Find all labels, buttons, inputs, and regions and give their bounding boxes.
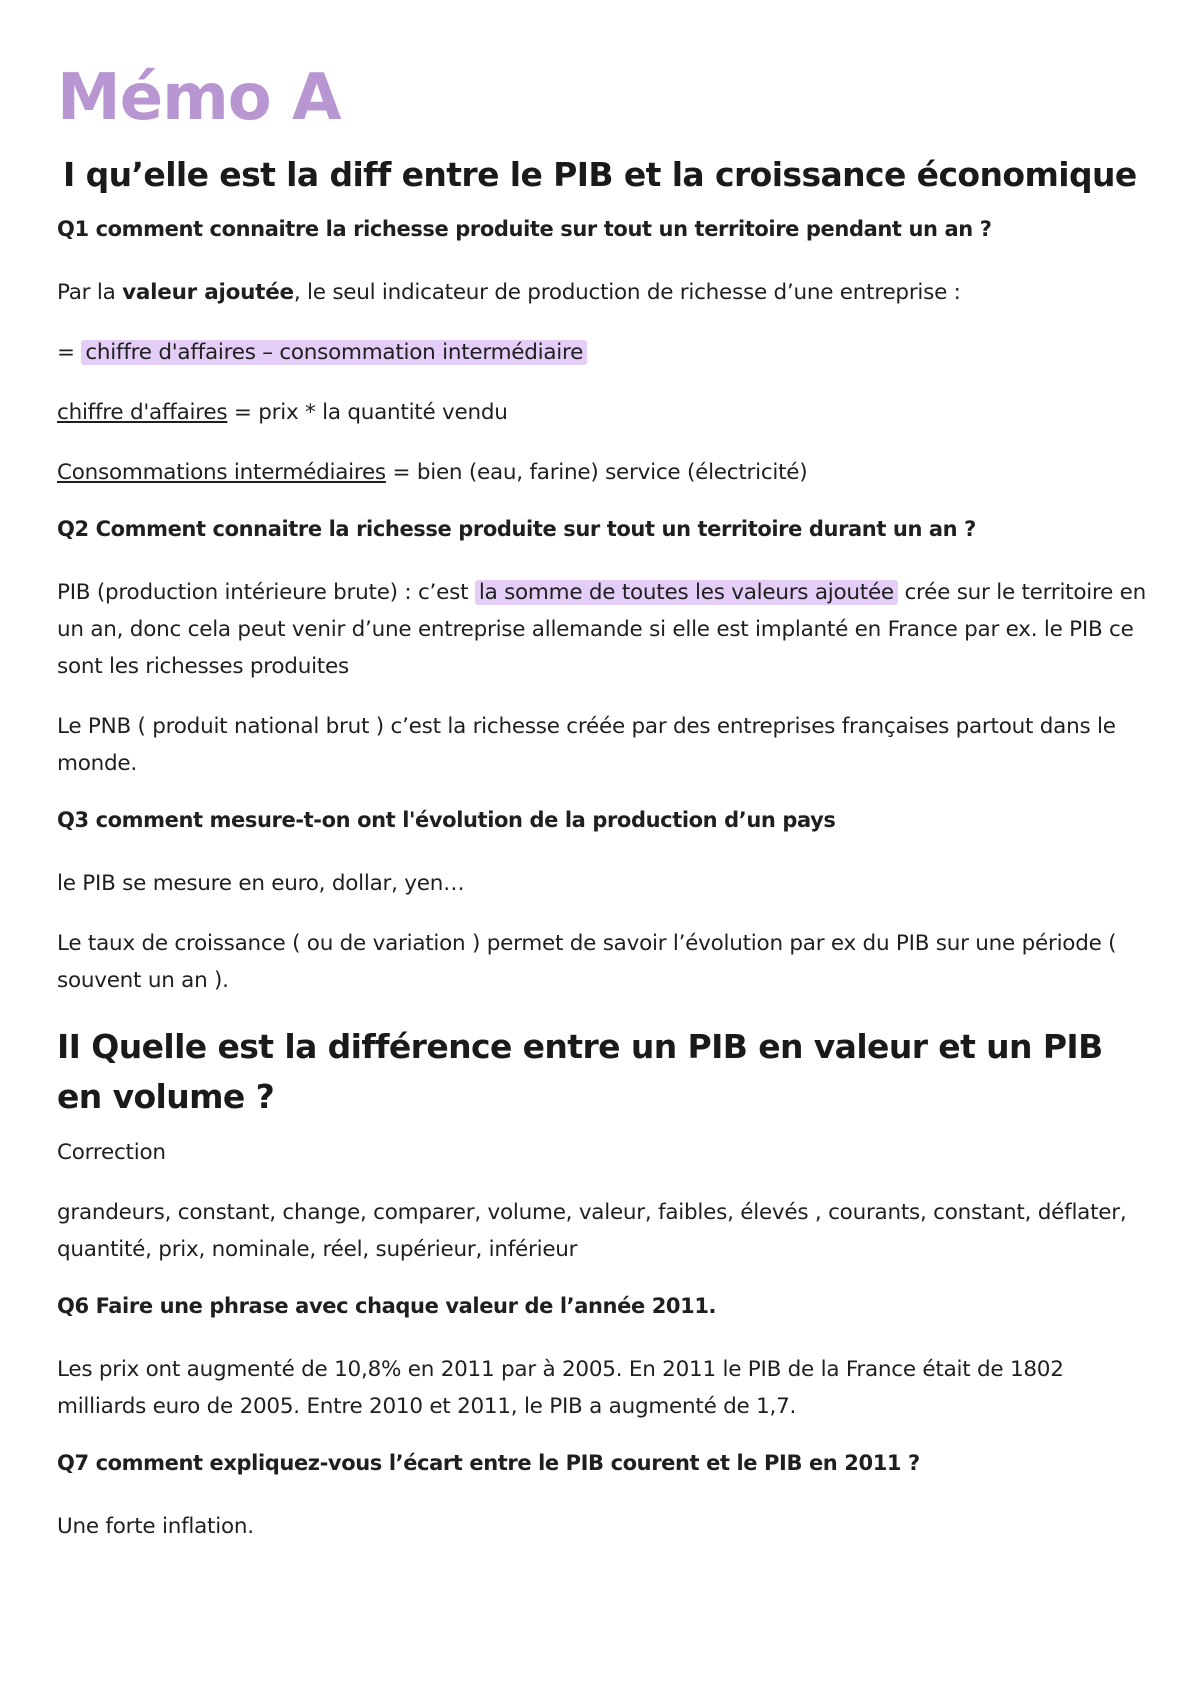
definition-chiffre-affaires [57, 394, 1152, 431]
question-q3: Q3 comment mesure-t-on ont l'évolution de la production d’un pays [57, 808, 836, 832]
section-1-heading: I qu’elle est la diff entre le PIB et la croissance économique [63, 155, 1137, 194]
underlined-term-chiffre-affaires: chiffre d'affaires [57, 400, 228, 425]
highlight-somme-valeurs: la somme de toutes les valeurs ajoutée [475, 580, 898, 605]
paragraph-word-list: grandeurs, constant, change, comparer, volume, valeur, faibles, élevés , courants, constant, déflater, quantité, prix, nominale, réel, supérieur, inférieur [57, 1200, 1127, 1262]
formula-equals: = [57, 340, 82, 365]
question-q6: Q6 Faire une phrase avec chaque valeur de l’année 2011. [57, 1294, 717, 1318]
bold-term-valeur-ajoutee: valeur ajoutée [122, 280, 294, 305]
question-q1: Q1 comment connaitre la richesse produite sur tout un territoire pendant un an ? [57, 217, 992, 241]
definition-consommations-intermediaires [57, 454, 1152, 491]
highlight-formula: chiffre d'affaires – consommation intermédiaire [81, 340, 587, 365]
paragraph-mesure: le PIB se mesure en euro, dollar, yen… [57, 871, 465, 896]
section-2-heading: II Quelle est la différence entre un PIB en valeur et un PIB en volume ? [57, 1027, 1103, 1116]
paragraph-taux-croissance: Le taux de croissance ( ou de variation ) permet de savoir l’évolution par ex du PIB sur une période ( souvent un an ). [57, 931, 1117, 993]
text-run: = prix * la quantité vendu [227, 400, 508, 425]
paragraph-pib [57, 574, 1152, 685]
answer-q7: Une forte inflation. [57, 1514, 254, 1539]
paragraph-valeur-ajoutee [57, 274, 1152, 311]
answer-q6: Les prix ont augmenté de 10,8% en 2011 par à 2005. En 2011 le PIB de la France était de 1802 milliards euro de 2005. Entre 2010 et 2011, le PIB a augmenté de 1,7. [57, 1357, 1064, 1419]
label-correction: Correction [57, 1140, 166, 1165]
question-q7: Q7 comment expliquez-vous l’écart entre le PIB courent et le PIB en 2011 ? [57, 1451, 920, 1475]
formula-line [57, 334, 1152, 371]
question-q2: Q2 Comment connaitre la richesse produite sur tout un territoire durant un an ? [57, 517, 976, 541]
text-run: = bien (eau, farine) service (électricité) [385, 460, 808, 485]
paragraph-pnb: Le PNB ( produit national brut ) c’est la richesse créée par des entreprises françaises partout dans le monde. [57, 714, 1116, 776]
text-run: PIB (production intérieure brute) : c’est [57, 580, 475, 605]
document-title: Mémo A [57, 61, 341, 135]
underlined-term-consommations: Consommations intermédiaires [57, 460, 386, 485]
text-run: , le seul indicateur de production de richesse d’une entreprise : [293, 280, 961, 305]
text-run: Par la [57, 280, 123, 305]
text-run: crée sur le territoire en un an, donc cela peut venir d’une entreprise allemande si elle est implanté en France par ex. le PIB ce sont les richesses produites [57, 580, 1147, 679]
